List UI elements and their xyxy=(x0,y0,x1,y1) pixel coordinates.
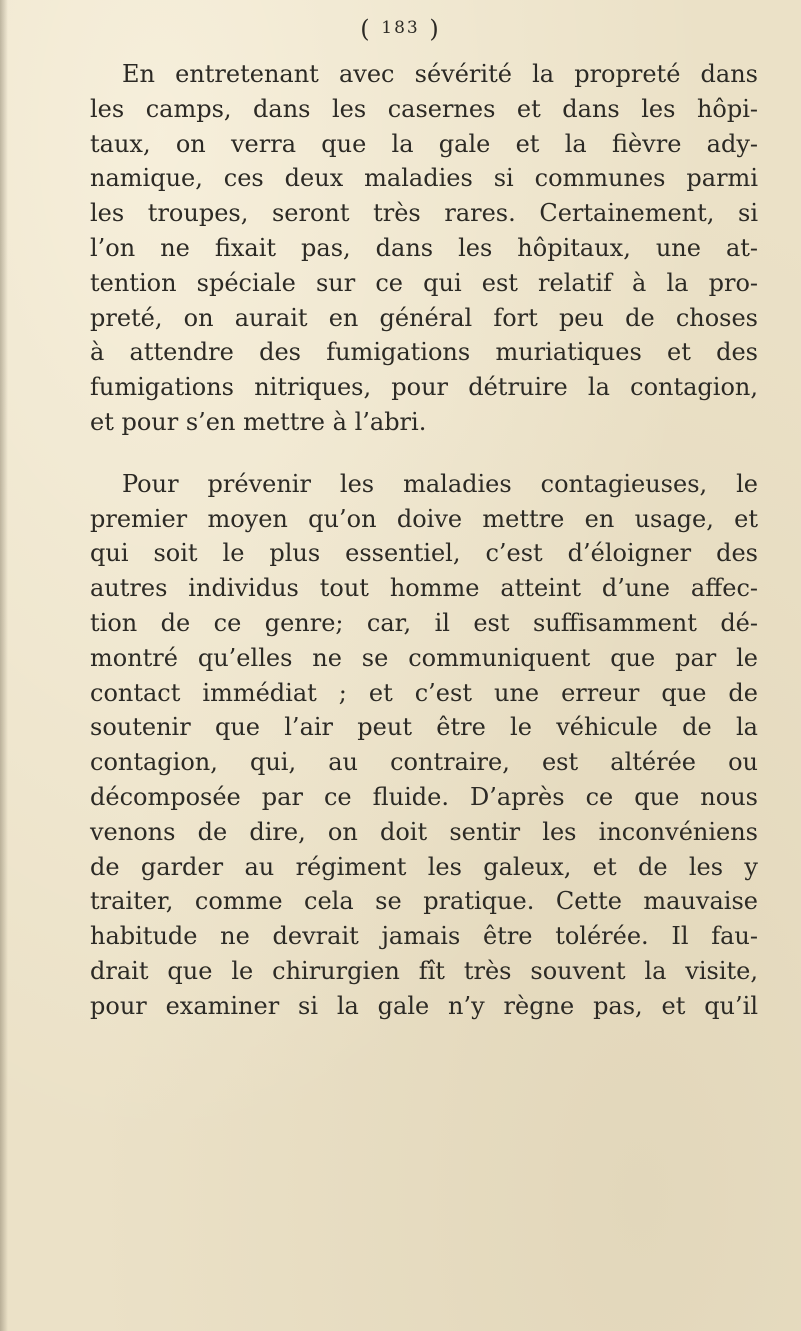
paragraph-2 xyxy=(90,467,758,1024)
page-header xyxy=(0,8,801,49)
text-line: fumigations nitriques, pour détruire la contagion, xyxy=(90,373,758,402)
text-line: et pour s’en mettre à l’abri. xyxy=(90,407,427,436)
text-line: soutenir que l’air peut être le véhicule de la xyxy=(90,713,758,742)
text-line: contagion, qui, au contraire, est altérée ou xyxy=(90,748,758,777)
text-line: décomposée par ce fluide. D’après ce que nous xyxy=(90,782,758,811)
text-line: taux, on verra que la gale et la fièvre ady- xyxy=(90,129,758,158)
text-line: autres individus tout homme atteint d’une affec- xyxy=(90,574,758,603)
text-line: les camps, dans les casernes et dans les hôpi- xyxy=(90,94,758,123)
text-line: tention spéciale sur ce qui est relatif à la pro- xyxy=(90,268,758,297)
binding-shadow xyxy=(0,0,8,1331)
text-line: à attendre des fumigations muriatiques et des xyxy=(90,338,758,367)
text-line: preté, on aurait en général fort peu de choses xyxy=(90,303,758,332)
paragraph-1 xyxy=(90,57,758,440)
body-text xyxy=(90,57,758,1024)
paragraph-spacer xyxy=(90,440,758,467)
text-line: montré qu’elles ne se communiquent que par le xyxy=(90,643,758,672)
text-line: l’on ne fixait pas, dans les hôpitaux, une at- xyxy=(90,233,758,262)
text-line: de garder au régiment les galeux, et de les y xyxy=(90,852,758,881)
text-line: contact immédiat ; et c’est une erreur que de xyxy=(90,678,758,707)
header-open-paren: ( xyxy=(360,15,382,43)
header-close-paren: ) xyxy=(419,15,441,43)
text-line: En entretenant avec sévérité la propreté dans xyxy=(122,60,758,88)
text-line: venons de dire, on doit sentir les inconvéniens xyxy=(90,817,758,846)
page-number: 183 xyxy=(381,18,420,38)
text-line: drait que le chirurgien fît très souvent la visite, xyxy=(90,956,758,985)
text-line: qui soit le plus essentiel, c’est d’éloigner des xyxy=(90,539,758,568)
text-line: premier moyen qu’on doive mettre en usage, et xyxy=(90,504,758,533)
text-line: pour examiner si la gale n’y règne pas, et qu’il xyxy=(90,991,758,1020)
text-line: namique, ces deux maladies si communes parmi xyxy=(90,164,758,193)
text-line: tion de ce genre; car, il est suffisamment dé- xyxy=(90,608,758,637)
text-line: Pour prévenir les maladies contagieuses, le xyxy=(122,469,758,498)
text-line: habitude ne devrait jamais être tolérée. Il fau- xyxy=(90,922,758,951)
text-line: traiter, comme cela se pratique. Cette mauvaise xyxy=(90,887,758,916)
text-line: les troupes, seront très rares. Certainement, si xyxy=(90,199,758,228)
